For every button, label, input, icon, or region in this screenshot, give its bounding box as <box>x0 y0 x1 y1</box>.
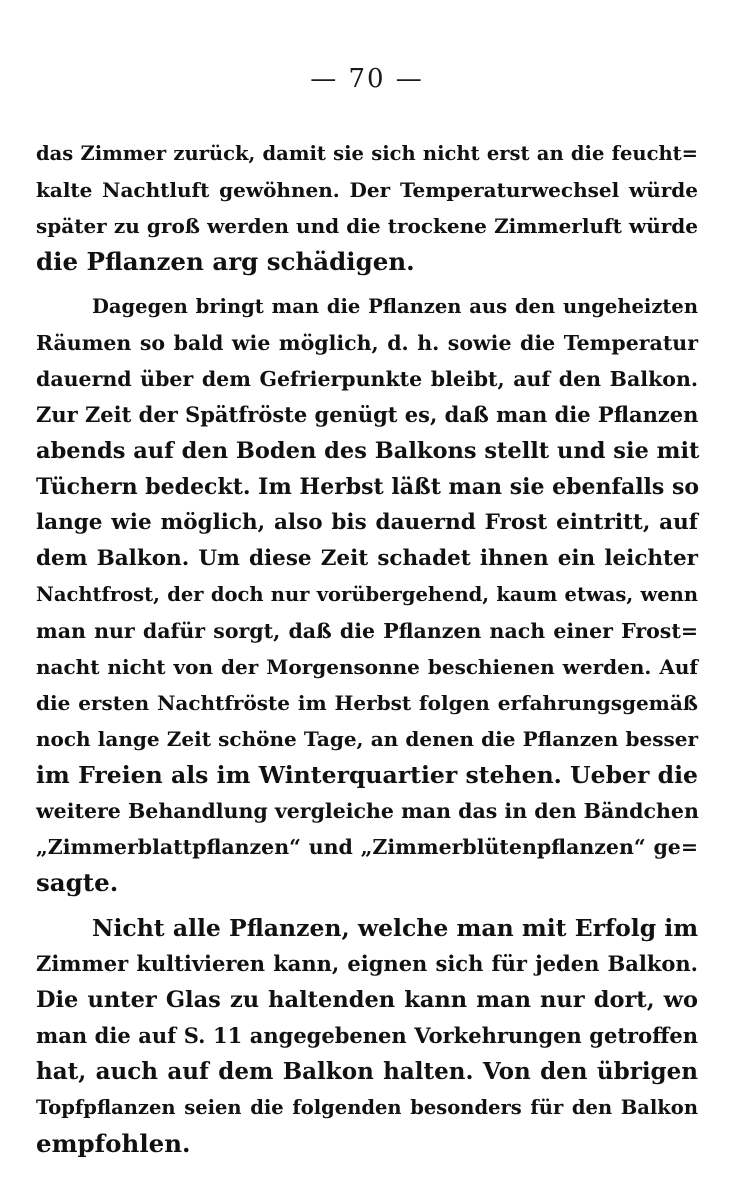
text-line: Die unter Glas zu haltenden kann man nur dort, wo <box>36 987 698 1013</box>
text-line: Räumen so bald wie möglich, d. h. sowie die Temperatur <box>36 331 698 355</box>
text-line: Zimmer kultivieren kann, eignen sich für jeden Balkon. <box>36 951 698 976</box>
text-line: weitere Behandlung vergleiche man das in den Bändchen <box>36 799 699 823</box>
text-line: sagte. <box>36 868 119 897</box>
text-line: abends auf den Boden des Balkons stellt und sie mit <box>36 438 700 464</box>
page-number: — 70 — <box>310 64 424 94</box>
text-line: Nachtfrost, der doch nur vorübergehend, kaum etwas, wenn <box>36 583 698 606</box>
text-line: Zur Zeit der Spätfröste genügt es, daß man die Pflanzen <box>36 402 699 427</box>
text-line: man nur dafür sorgt, daß die Pflanzen nach einer Frost= <box>36 619 698 643</box>
text-line: dem Balkon. Um diese Zeit schadet ihnen ein leichter <box>36 546 698 571</box>
text-line: Tüchern bedeckt. Im Herbst läßt man sie ebenfalls so <box>36 474 700 500</box>
text-line: man die auf S. 11 angegebenen Vorkehrungen getroffen <box>36 1023 698 1048</box>
text-line: im Freien als im Winterquartier stehen. Ueber die <box>36 761 698 789</box>
text-line: hat, auch auf dem Balkon halten. Von den übrigen <box>36 1058 698 1085</box>
text-line: „Zimmerblattpflanzen“ und „Zimmerblütenpflanzen“ ge= <box>36 835 698 859</box>
text-line: später zu groß werden und die trockene Zimmerluft würde <box>36 214 698 238</box>
text-line: lange wie möglich, also bis dauernd Frost eintritt, auf <box>36 510 698 535</box>
text-line: die Pflanzen arg schädigen. <box>36 247 415 276</box>
text-line: dauernd über dem Gefrierpunkte bleibt, auf den Balkon. <box>36 367 698 391</box>
text-line: kalte Nachtluft gewöhnen. Der Temperaturwechsel würde <box>36 178 698 202</box>
text-line: Topfpflanzen seien die folgenden besonders für den Balkon <box>36 1096 698 1119</box>
text-line: Nicht alle Pflanzen, welche man mit Erfolg im <box>92 914 699 942</box>
text-line: das Zimmer zurück, damit sie sich nicht erst an die feucht= <box>36 142 698 165</box>
text-line: empfohlen. <box>36 1129 191 1158</box>
text-line: die ersten Nachtfröste im Herbst folgen erfahrungsgemäß <box>36 691 698 715</box>
text-line: nacht nicht von der Morgensonne beschienen werden. Auf <box>36 655 698 679</box>
text-line: Dagegen bringt man die Pflanzen aus den ungeheizten <box>92 295 698 318</box>
text-line: noch lange Zeit schöne Tage, an denen die Pflanzen besser <box>36 727 698 751</box>
